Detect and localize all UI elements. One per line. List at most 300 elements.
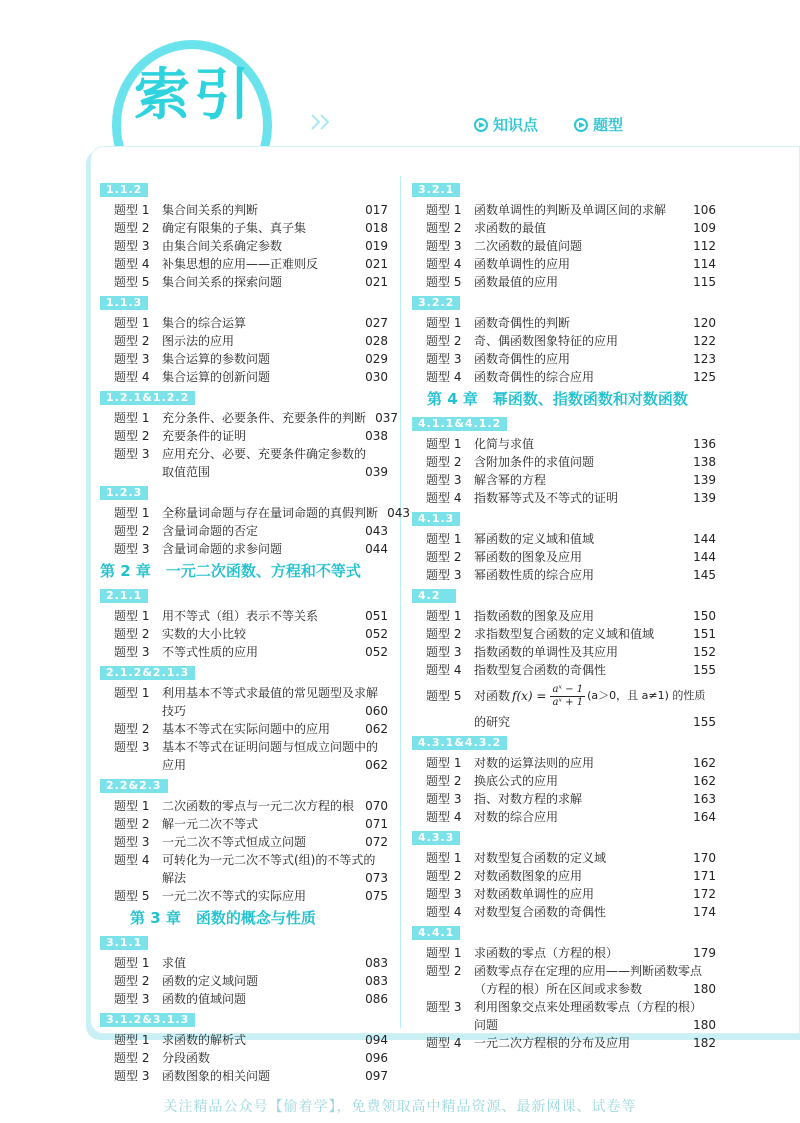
- index-entry[interactable]: [412, 368, 716, 386]
- index-entry[interactable]: [100, 625, 388, 643]
- entry-title: 可转化为一元二次不等式(组)的不等式的: [162, 853, 376, 867]
- entry-page: 097: [365, 1069, 388, 1083]
- entry-title: 对数函数单调性的应用: [474, 887, 595, 901]
- section-tag: 4.4.1: [412, 926, 460, 940]
- entry-page: 162: [693, 756, 716, 770]
- index-entry[interactable]: [412, 607, 716, 625]
- index-entry[interactable]: [100, 522, 388, 540]
- entry-title: 集合运算的参数问题: [162, 352, 271, 366]
- entry-label: 题型 4: [114, 257, 150, 271]
- index-entry[interactable]: [100, 833, 388, 851]
- entry-page: 122: [693, 334, 716, 348]
- entry-label: 题型 1: [426, 851, 462, 865]
- entry-page: 072: [365, 835, 388, 849]
- entry-page: 180: [693, 982, 716, 996]
- entry-title: 集合的综合运算: [162, 316, 247, 330]
- entry-page: 017: [365, 203, 388, 217]
- entry-label: 题型 3: [426, 887, 462, 901]
- entry-title: 一元二次方程根的分布及应用: [474, 1036, 631, 1050]
- entry-page: 030: [365, 370, 388, 384]
- index-entry[interactable]: [412, 643, 716, 661]
- entry-label: 题型 3: [426, 568, 462, 582]
- entry-title: 基本不等式在实际问题中的应用: [162, 722, 331, 736]
- entry-page: 164: [693, 810, 716, 824]
- entry-label: 题型 1: [426, 203, 462, 217]
- legend-knowledge-point: 知识点: [474, 114, 538, 135]
- index-entry[interactable]: [100, 445, 388, 463]
- index-entry[interactable]: [412, 201, 716, 219]
- index-entry[interactable]: [100, 887, 388, 905]
- entry-page: 062: [365, 758, 388, 772]
- entry-label: 题型 1: [114, 411, 150, 425]
- entry-label: 题型 3: [114, 447, 150, 461]
- entry-title: 一元二次不等式的实际应用: [162, 889, 307, 903]
- column-divider: [400, 176, 401, 1028]
- index-entry[interactable]: [412, 471, 716, 489]
- entry-page: 052: [365, 645, 388, 659]
- entry-title: 换底公式的应用: [474, 774, 559, 788]
- entry-label: 题型 1: [426, 532, 462, 546]
- section-tag: 4.1.1&4.1.2: [412, 417, 507, 431]
- index-entry[interactable]: [100, 314, 388, 332]
- index-entry[interactable]: [100, 756, 388, 774]
- index-entry[interactable]: [412, 489, 716, 507]
- entry-title: 指数型复合函数的奇偶性: [474, 663, 607, 677]
- index-entry[interactable]: [100, 972, 388, 990]
- entry-label: 题型 3: [114, 992, 150, 1006]
- entry-title: 一元二次不等式恒成立问题: [162, 835, 307, 849]
- entry-page: 171: [693, 869, 716, 883]
- entry-title: 函数的定义域问题: [162, 974, 259, 988]
- index-entry[interactable]: [100, 255, 388, 273]
- section-tag-wrap: [412, 291, 716, 314]
- section-tag: 1.2.3: [100, 486, 148, 500]
- entry-label: 题型 4: [426, 370, 462, 384]
- index-entry[interactable]: [412, 903, 716, 921]
- entry-title: 求函数的零点（方程的根）: [474, 946, 619, 960]
- entry-title: 解法: [162, 871, 187, 885]
- double-chevron-icon: [310, 112, 336, 132]
- section-tag-wrap: [412, 412, 716, 435]
- entry-title: 技巧: [162, 704, 187, 718]
- index-entry[interactable]: [100, 540, 388, 558]
- entry-title: 集合间关系的判断: [162, 203, 259, 217]
- entry-title: 含量词命题的求参问题: [162, 542, 283, 556]
- left-column: [100, 178, 411, 1085]
- index-entry[interactable]: [100, 237, 388, 255]
- entry-title: 含附加条件的求值问题: [474, 455, 595, 469]
- entry-label: 题型 3: [114, 740, 150, 754]
- entry-title: 求指数型复合函数的定义域和值域: [474, 627, 655, 641]
- entry-title: 函数单调性的应用: [474, 257, 571, 271]
- entry-title: 函数最值的应用: [474, 275, 559, 289]
- entry-page: 182: [693, 1036, 716, 1050]
- entry-title: 解含幂的方程: [474, 473, 547, 487]
- entry-page: 038: [365, 429, 388, 443]
- section-tag: 4.3.3: [412, 831, 460, 845]
- entry-label: 题型 4: [114, 370, 150, 384]
- index-entry[interactable]: [412, 435, 716, 453]
- entry-page: 106: [693, 203, 716, 217]
- entry-title: 对数型复合函数的奇偶性: [474, 905, 607, 919]
- entry-title: 函数单调性的判断及单调区间的求解: [474, 203, 667, 217]
- section-tag: 1.1.2: [100, 183, 148, 197]
- entry-label: 题型 1: [426, 609, 462, 623]
- section-tag: 1.2.1&1.2.2: [100, 391, 195, 405]
- entry-page: 051: [365, 609, 388, 623]
- entry-title: 补集思想的应用——正难则反: [162, 257, 319, 271]
- entry-label: 题型 2: [426, 455, 462, 469]
- index-entry[interactable]: [412, 314, 716, 332]
- entry-page: 027: [365, 316, 388, 330]
- entry-page: 044: [365, 542, 388, 556]
- index-entry[interactable]: [412, 808, 716, 826]
- entry-label: 题型 3: [114, 239, 150, 253]
- index-entry[interactable]: [100, 350, 388, 368]
- entry-page: 052: [365, 627, 388, 641]
- entry-label: 题型 1: [114, 203, 150, 217]
- index-entry[interactable]: [412, 962, 716, 980]
- footer-note: 关注精品公众号【偷着学】，免费领取高中精品资源、最新网课、试卷等: [163, 1099, 637, 1115]
- entry-label: 题型 1: [426, 316, 462, 330]
- section-tag-wrap: [100, 1008, 388, 1031]
- entry-label: 题型 3: [114, 645, 150, 659]
- entry-label: 题型 5: [114, 889, 150, 903]
- chapter-heading: 第 3 章 函数的概念与性质: [100, 909, 316, 927]
- section-tag-wrap: [412, 178, 716, 201]
- section-tag-wrap: [100, 774, 388, 797]
- entry-title: 利用图象交点来处理函数零点（方程的根）: [474, 1000, 703, 1014]
- entry-page: 152: [693, 645, 716, 659]
- section-tag-wrap: [100, 584, 388, 607]
- entry-label: 题型 4: [114, 853, 150, 867]
- entry-label: 题型 2: [426, 627, 462, 641]
- index-entry[interactable]: [100, 427, 388, 445]
- entry-page: 083: [365, 974, 388, 988]
- index-entry[interactable]: [100, 738, 388, 756]
- entry-page: 062: [365, 722, 388, 736]
- entry-title: 对数函数图象的应用: [474, 869, 583, 883]
- index-entry[interactable]: [100, 504, 411, 522]
- section-tag-wrap: [412, 921, 716, 944]
- entry-label: 题型 1: [114, 609, 150, 623]
- index-entry[interactable]: [100, 1049, 388, 1067]
- index-entry[interactable]: [412, 350, 716, 368]
- index-entry[interactable]: [100, 409, 399, 427]
- entry-label: 题型 1: [114, 956, 150, 970]
- entry-label: 题型 2: [426, 964, 462, 978]
- entry-title: 求函数的最值: [474, 221, 547, 235]
- entry-title: 应用: [162, 758, 187, 772]
- index-entry[interactable]: [412, 754, 716, 772]
- index-entry[interactable]: [412, 790, 716, 808]
- index-entry[interactable]: [412, 530, 716, 548]
- index-entry[interactable]: [100, 702, 388, 720]
- entry-label: 题型 4: [426, 1036, 462, 1050]
- entry-label: 题型 1: [114, 506, 150, 520]
- entry-label: 题型 2: [426, 221, 462, 235]
- entry-page: 028: [365, 334, 388, 348]
- section-tag-wrap: [100, 661, 388, 684]
- entry-label: 题型 2: [114, 627, 150, 641]
- index-entry[interactable]: [412, 885, 716, 903]
- entry-title: 对数型复合函数的定义域: [474, 851, 607, 865]
- entry-label: 题型 2: [426, 550, 462, 564]
- section-tag: 3.2.1: [412, 183, 460, 197]
- entry-label: 题型 4: [426, 257, 462, 271]
- index-entry[interactable]: [412, 566, 716, 584]
- index-entry[interactable]: [100, 201, 388, 219]
- entry-page: 021: [365, 275, 388, 289]
- entry-title: 解一元二次不等式: [162, 817, 259, 831]
- entry-title: 的研究: [474, 715, 511, 729]
- entry-title: 利用基本不等式求最值的常见题型及求解: [162, 686, 379, 700]
- entry-page: 019: [365, 239, 388, 253]
- entry-title: 全称量词命题与存在量词命题的真假判断: [162, 506, 379, 520]
- index-entry[interactable]: [412, 849, 716, 867]
- entry-label: 题型 2: [114, 1051, 150, 1065]
- entry-page: 083: [365, 956, 388, 970]
- index-entry[interactable]: [412, 1034, 716, 1052]
- entry-title: 函数零点存在定理的应用——判断函数零点: [474, 964, 703, 978]
- entry-page: 163: [693, 792, 716, 806]
- entry-page: 115: [693, 275, 716, 289]
- section-tag-wrap: [100, 291, 388, 314]
- entry-page: 170: [693, 851, 716, 865]
- entry-page: 144: [693, 550, 716, 564]
- chapter-heading: 第 4 章 幂函数、指数函数和对数函数: [412, 390, 688, 408]
- section-tag-wrap: [412, 826, 716, 849]
- index-entry[interactable]: [412, 219, 716, 237]
- entry-title: 幂函数的定义域和值域: [474, 532, 595, 546]
- section-tag: 4.2: [412, 589, 456, 603]
- entry-page: 174: [693, 905, 716, 919]
- index-entry[interactable]: [100, 607, 388, 625]
- index-entry[interactable]: [412, 980, 716, 998]
- formula-fraction: [550, 684, 585, 709]
- entry-title: [472, 684, 705, 709]
- index-entry[interactable]: [100, 797, 388, 815]
- section-tag: 3.1.2&3.1.3: [100, 1013, 195, 1027]
- index-entry[interactable]: [100, 219, 388, 237]
- index-entry[interactable]: [412, 273, 716, 291]
- entry-page: 021: [365, 257, 388, 271]
- entry-title: 用不等式（组）表示不等关系: [162, 609, 319, 623]
- section-tag-wrap: [100, 178, 388, 201]
- section-tag: 4.3.1&4.3.2: [412, 736, 507, 750]
- entry-page: 070: [365, 799, 388, 813]
- entry-label: 题型 2: [426, 774, 462, 788]
- entry-label: 题型 3: [114, 352, 150, 366]
- entry-title: 函数奇偶性的应用: [474, 352, 571, 366]
- entry-label: 题型 2: [114, 974, 150, 988]
- index-entry[interactable]: [100, 684, 388, 702]
- entry-page: 123: [693, 352, 716, 366]
- entry-label: 题型 2: [114, 221, 150, 235]
- index-entry[interactable]: [412, 998, 716, 1016]
- index-entry[interactable]: [412, 867, 716, 885]
- index-entry[interactable]: [412, 453, 716, 471]
- right-column: [412, 178, 716, 1052]
- entry-label: 题型 1: [114, 1033, 150, 1047]
- index-entry[interactable]: [412, 713, 716, 731]
- entry-label: 题型 1: [426, 946, 462, 960]
- entry-title: 集合间关系的探索问题: [162, 275, 283, 289]
- entry-label: 题型 4: [426, 663, 462, 677]
- entry-page: 139: [693, 491, 716, 505]
- section-tag-wrap: [100, 931, 388, 954]
- entry-label: 题型 1: [426, 437, 462, 451]
- index-entry[interactable]: [412, 255, 716, 273]
- section-tag: 2.1.1: [100, 589, 148, 603]
- entry-title: 不等式性质的应用: [162, 645, 259, 659]
- entry-title: 指数函数的图象及应用: [474, 609, 595, 623]
- section-tag-wrap: [412, 731, 716, 754]
- entry-page: 139: [693, 473, 716, 487]
- entry-title: 二次函数的最值问题: [474, 239, 583, 253]
- entry-title: 幂函数的图象及应用: [474, 550, 583, 564]
- index-entry[interactable]: [100, 273, 388, 291]
- section-tag-wrap: [100, 386, 388, 409]
- entry-label: 题型 3: [114, 1069, 150, 1083]
- index-entry[interactable]: [100, 1067, 388, 1085]
- entry-page: 179: [693, 946, 716, 960]
- entry-page: 073: [365, 871, 388, 885]
- section-tag: 4.1.3: [412, 512, 460, 526]
- entry-label: 题型 4: [426, 810, 462, 824]
- entry-title: 指、对数方程的求解: [474, 792, 583, 806]
- entry-title: 求值: [162, 956, 187, 970]
- entry-label: 题型 3: [426, 473, 462, 487]
- entry-label: 题型 2: [114, 429, 150, 443]
- index-entry[interactable]: [100, 463, 388, 481]
- entry-title: 对数的综合应用: [474, 810, 559, 824]
- entry-title: 函数图象的相关问题: [162, 1069, 271, 1083]
- entry-page: 155: [693, 663, 716, 677]
- entry-title: 奇、偶函数图象特征的应用: [474, 334, 619, 348]
- formula-denominator: aˣ + 1: [552, 696, 584, 708]
- entry-page: 071: [365, 817, 388, 831]
- index-entry[interactable]: [100, 643, 388, 661]
- entry-page: 138: [693, 455, 716, 469]
- formula-fx: f(x) =: [512, 689, 547, 703]
- entry-title: 函数奇偶性的综合应用: [474, 370, 595, 384]
- section-tag: 2.1.2&2.1.3: [100, 666, 195, 680]
- entry-page: 180: [693, 1018, 716, 1032]
- entry-label: 题型 2: [426, 869, 462, 883]
- entry-label: 题型 5: [426, 275, 462, 289]
- formula-numerator: aˣ − 1: [552, 683, 584, 695]
- entry-label: 题型 4: [426, 905, 462, 919]
- page-title: 索引: [134, 63, 254, 128]
- entry-title: 指数幂等式及不等式的证明: [474, 491, 619, 505]
- entry-title: 基本不等式在证明问题与恒成立问题中的: [162, 740, 379, 754]
- index-entry[interactable]: [412, 332, 716, 350]
- entry-title: 确定有限集的子集、真子集: [162, 221, 307, 235]
- entry-label: 题型 2: [114, 817, 150, 831]
- play-circle-icon: [474, 118, 488, 132]
- index-entry[interactable]: [100, 720, 388, 738]
- entry-label: 题型 1: [114, 316, 150, 330]
- legend-question-type: 题型: [574, 114, 623, 135]
- index-entry[interactable]: [412, 944, 716, 962]
- entry-page: 043: [387, 506, 411, 520]
- entry-page: 018: [365, 221, 388, 235]
- entry-page: 150: [693, 609, 716, 623]
- index-entry[interactable]: [100, 815, 388, 833]
- section-tag-wrap: [412, 507, 716, 530]
- entry-title: 二次函数的零点与一元二次方程的根: [162, 799, 355, 813]
- entry-title: 函数奇偶性的判断: [474, 316, 571, 330]
- index-entry[interactable]: [412, 1016, 716, 1034]
- entry-label: 题型 1: [426, 756, 462, 770]
- entry-title: 问题: [474, 1018, 499, 1032]
- section-tag: 2.2&2.3: [100, 779, 168, 793]
- index-entry[interactable]: [412, 237, 716, 255]
- entry-page: 112: [693, 239, 716, 253]
- index-entry[interactable]: [412, 548, 716, 566]
- entry-page: 155: [693, 715, 716, 729]
- section-tag: 3.1.1: [100, 936, 148, 950]
- index-entry[interactable]: [100, 1031, 388, 1049]
- entry-page: 114: [693, 257, 716, 271]
- entry-label: 题型 3: [426, 645, 462, 659]
- entry-label: 题型 2: [114, 334, 150, 348]
- entry-label: 题型 3: [426, 239, 462, 253]
- entry-title: 对数的运算法则的应用: [474, 756, 595, 770]
- entry-label: 题型 3: [426, 352, 462, 366]
- entry-title: 幂函数性质的综合应用: [474, 568, 595, 582]
- entry-title: 由集合间关系确定参数: [162, 239, 283, 253]
- entry-label: 题型 3: [426, 792, 462, 806]
- entry-page: 037: [375, 411, 399, 425]
- index-entry[interactable]: [412, 625, 716, 643]
- entry-title: 求函数的解析式: [162, 1033, 247, 1047]
- index-entry[interactable]: [100, 851, 388, 869]
- entry-title: 集合运算的创新问题: [162, 370, 271, 384]
- entry-label: 题型 2: [426, 334, 462, 348]
- entry-title: 指数函数的单调性及其应用: [474, 645, 619, 659]
- index-entry[interactable]: [412, 772, 716, 790]
- index-entry[interactable]: [412, 661, 716, 679]
- section-tag: 1.1.3: [100, 296, 148, 310]
- entry-title: 化简与求值: [474, 437, 535, 451]
- index-entry-formula[interactable]: [412, 679, 716, 713]
- entry-page: 043: [365, 524, 388, 538]
- entry-page: 109: [693, 221, 716, 235]
- entry-page: 144: [693, 532, 716, 546]
- section-tag-wrap: [412, 584, 716, 607]
- entry-label: 题型 2: [114, 524, 150, 538]
- formula-suffix: (a＞0，且 a≠1) 的性质: [587, 689, 706, 702]
- entry-page: 094: [365, 1033, 388, 1047]
- entry-title: 取值范围: [162, 465, 211, 479]
- index-entry[interactable]: [100, 332, 388, 350]
- entry-page: 145: [693, 568, 716, 582]
- index-entry[interactable]: [100, 869, 388, 887]
- entry-title: 含量词命题的否定: [162, 524, 259, 538]
- entry-title: 函数的值域问题: [162, 992, 247, 1006]
- entry-page: 120: [693, 316, 716, 330]
- index-entry[interactable]: [100, 990, 388, 1008]
- entry-page: 075: [365, 889, 388, 903]
- index-entry[interactable]: [100, 954, 388, 972]
- entry-title: 实数的大小比较: [162, 627, 247, 641]
- entry-title: 充要条件的证明: [162, 429, 247, 443]
- entry-title: 充分条件、必要条件、充要条件的判断: [162, 411, 367, 425]
- formula-prefix: 对函数: [474, 689, 511, 703]
- index-entry[interactable]: [100, 368, 388, 386]
